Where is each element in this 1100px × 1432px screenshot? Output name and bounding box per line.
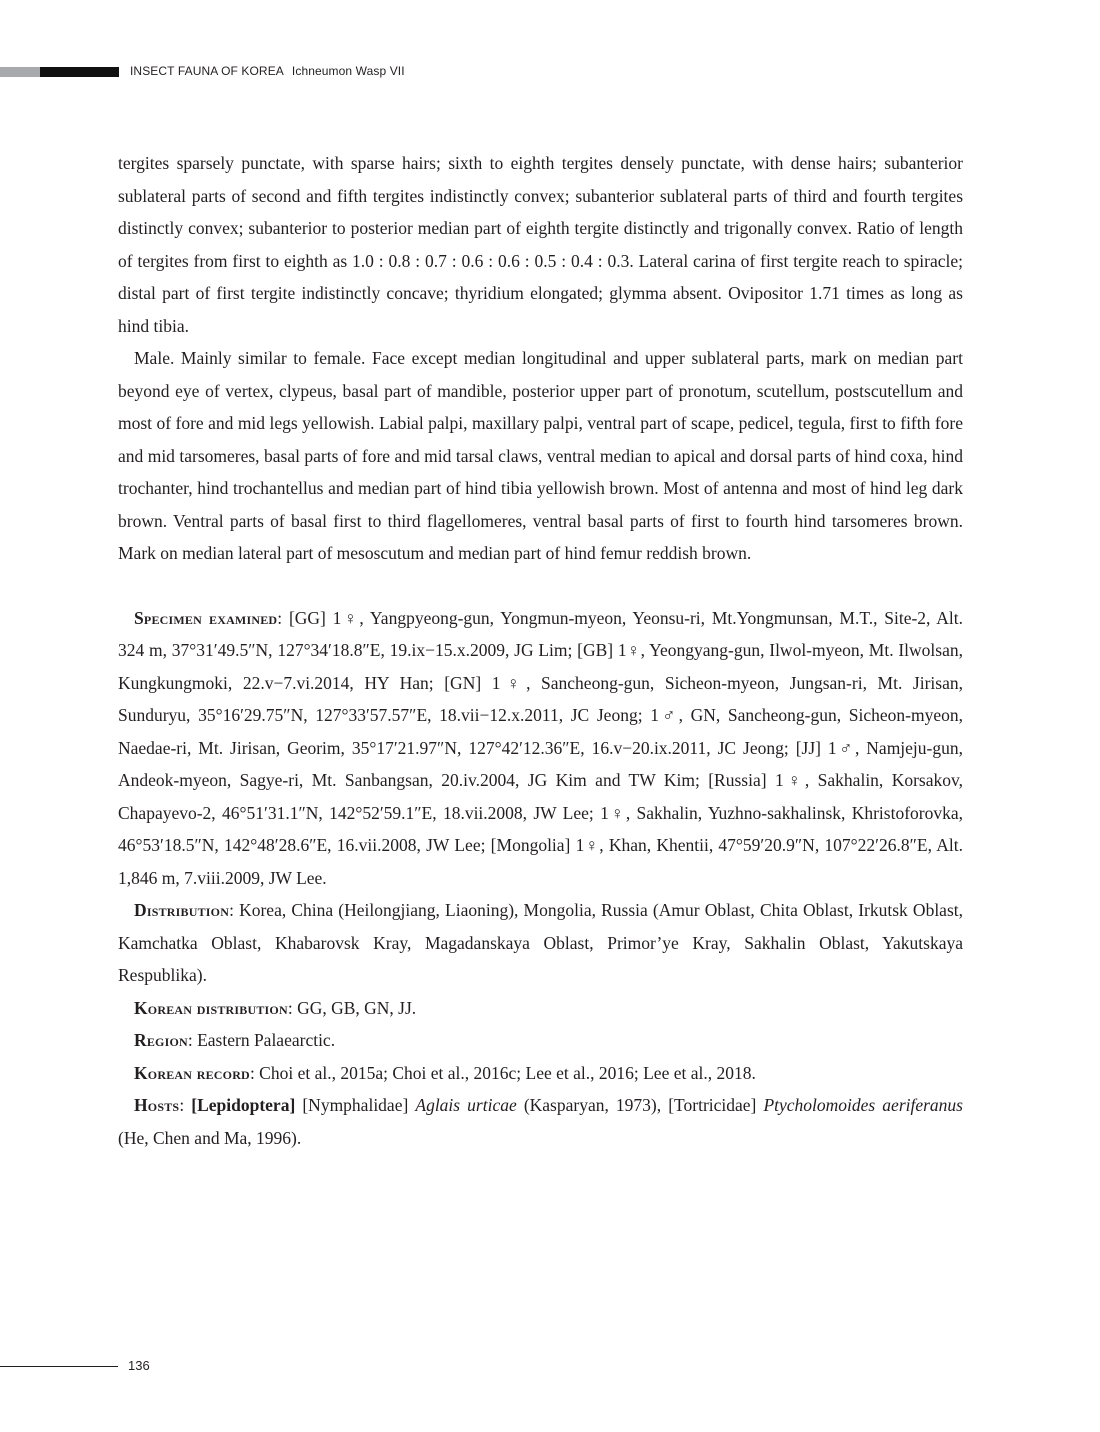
hosts-species1: Aglais urticae: [415, 1095, 517, 1115]
header-title: INSECT FAUNA OF KOREA: [130, 64, 284, 78]
distribution-label: Distribution: [134, 900, 230, 920]
korean-record-text: : Choi et al., 2015a; Choi et al., 2016c; Lee et al., 2016; Lee et al., 2018.: [249, 1062, 756, 1083]
header-bar-black: [40, 67, 119, 77]
running-header: [130, 64, 405, 78]
region-label: Region: [134, 1030, 188, 1050]
distribution-text: : Korea, China (Heilongjiang, Liaoning), Mongolia, Russia (Amur Oblast, Chita Oblast, Irkutsk Oblast, Kamchatka Oblast, Khabarovsk Kray, Magadanskaya Oblast, Primor’ye Kray, Sakhalin Oblast, Yakutskaya Respublika).: [118, 900, 963, 985]
hosts-species2: Ptycholomoides aeriferanus: [763, 1095, 963, 1115]
section-hosts: [118, 1089, 963, 1154]
footer-rule: [0, 1366, 118, 1367]
hosts-label: Hosts: [134, 1095, 180, 1115]
hosts-colon: :: [179, 1095, 192, 1115]
paragraph-male: Male. Mainly similar to female. Face except median longitudinal and upper sublateral parts, mark on median part beyond eye of vertex, clypeus, basal part of mandible, posterior upper part of pronotum, scutellum, postscutellum and most of fore and mid legs yellowish. Labial palpi, maxillary palpi, ventral part of scape, pedicel, tegula, first to fifth fore and mid tarsomeres, basal parts of fore and mid tarsal claws, ventral median to apical and dorsal parts of hind coxa, hind trochanter, hind trochantellus and median part of hind tibia yellowish brown. Most of antenna and most of hind leg dark brown. Ventral parts of basal first to third flagellomeres, ventral basal parts of first to fourth hind tarsomeres brown. Mark on median lateral part of mesoscutum and median part of hind femur reddish brown.: [118, 348, 963, 563]
region-text: : Eastern Palaearctic.: [187, 1030, 336, 1050]
korean-distribution-text: : GG, GB, GN, JJ.: [287, 997, 417, 1018]
section-distribution: [118, 894, 963, 992]
section-region: [118, 1024, 963, 1057]
body-text: [118, 147, 963, 1154]
hosts-ref2: (He, Chen and Ma, 1996).: [118, 1127, 302, 1148]
korean-record-label: Korean record: [134, 1062, 250, 1083]
hosts-family1: [Nymphalidae]: [295, 1095, 416, 1115]
korean-distribution-label: Korean distribution: [134, 997, 288, 1018]
hosts-ref1: (Kasparyan, 1973), [Tortricidae]: [516, 1095, 764, 1115]
specimen-label: Specimen examined: [134, 607, 278, 628]
paragraph-tergites: tergites sparsely punctate, with sparse hairs; sixth to eighth tergites densely punctate, with dense hairs; subanterior sublateral parts of second and fifth tergites indistinctly convex; subanterior sublateral parts of third and fourth tergites distinctly convex; subanterior to posterior median part of eighth tergite distinctly and trigonally convex. Ratio of length of tergites from first to eighth as 1.0 : 0.8 : 0.7 : 0.6 : 0.6 : 0.5 : 0.4 : 0.3. Lateral carina of first tergite reach to spiracle; distal part of first tergite indistinctly concave; thyridium elongated; glymma absent. Ovipositor 1.71 times as long as hind tibia.: [118, 153, 963, 336]
page-number: 136: [128, 1358, 150, 1373]
header-subtitle: Ichneumon Wasp VII: [291, 64, 405, 78]
section-gap: [118, 570, 963, 602]
header-bar-grey: [0, 67, 40, 77]
specimen-text: : [GG] 1♀, Yangpyeong-gun, Yongmun-myeon, Yeonsu-ri, Mt.Yongmunsan, M.T., Site-2, Alt. 324 m, 37°31′49.5″N, 127°34′18.8″E, 19.ix−15.x.2009, JG Lim; [GB] 1♀, Yeongyang-gun, Ilwol-myeon, Mt. Ilwolsan, Kungkungmoki, 22.v−7.vi.2014, HY Han; [GN] 1♀, Sancheong-gun, Sicheon-myeon, Jungsan-ri, Mt. Jirisan, Sunduryu, 35°16′29.75″N, 127°33′57.57″E, 18.vii−12.x.2011, JC Jeong; 1♂, GN, Sancheong-gun, Sicheon-myeon, Naedae-ri, Mt. Jirisan, Georim, 35°17′21.97″N, 127°42′12.36″E, 16.v−20.ix.2011, JC Jeong; [JJ] 1♂, Namjeju-gun, Andeok-myeon, Sagye-ri, Mt. Sanbangsan, 20.iv.2004, JG Kim and TW Kim; [Russia] 1♀, Sakhalin, Korsakov, Chapayevo-2, 46°51′31.1″N, 142°52′59.1″E, 18.vii.2008, JW Lee; 1♀, Sakhalin, Yuzhno-sakhalinsk, Khristoforovka, 46°53′18.5″N, 142°48′28.6″E, 16.vii.2008, JW Lee; [Mongolia] 1♀, Khan, Khentii, 47°59′20.9″N, 107°22′26.8″E, Alt. 1,846 m, 7.viii.2009, JW Lee.: [118, 607, 964, 888]
section-specimen-examined: [118, 602, 963, 895]
hosts-order: [Lepidoptera]: [191, 1095, 296, 1115]
section-korean-distribution: [118, 992, 963, 1025]
section-korean-record: [118, 1057, 963, 1090]
